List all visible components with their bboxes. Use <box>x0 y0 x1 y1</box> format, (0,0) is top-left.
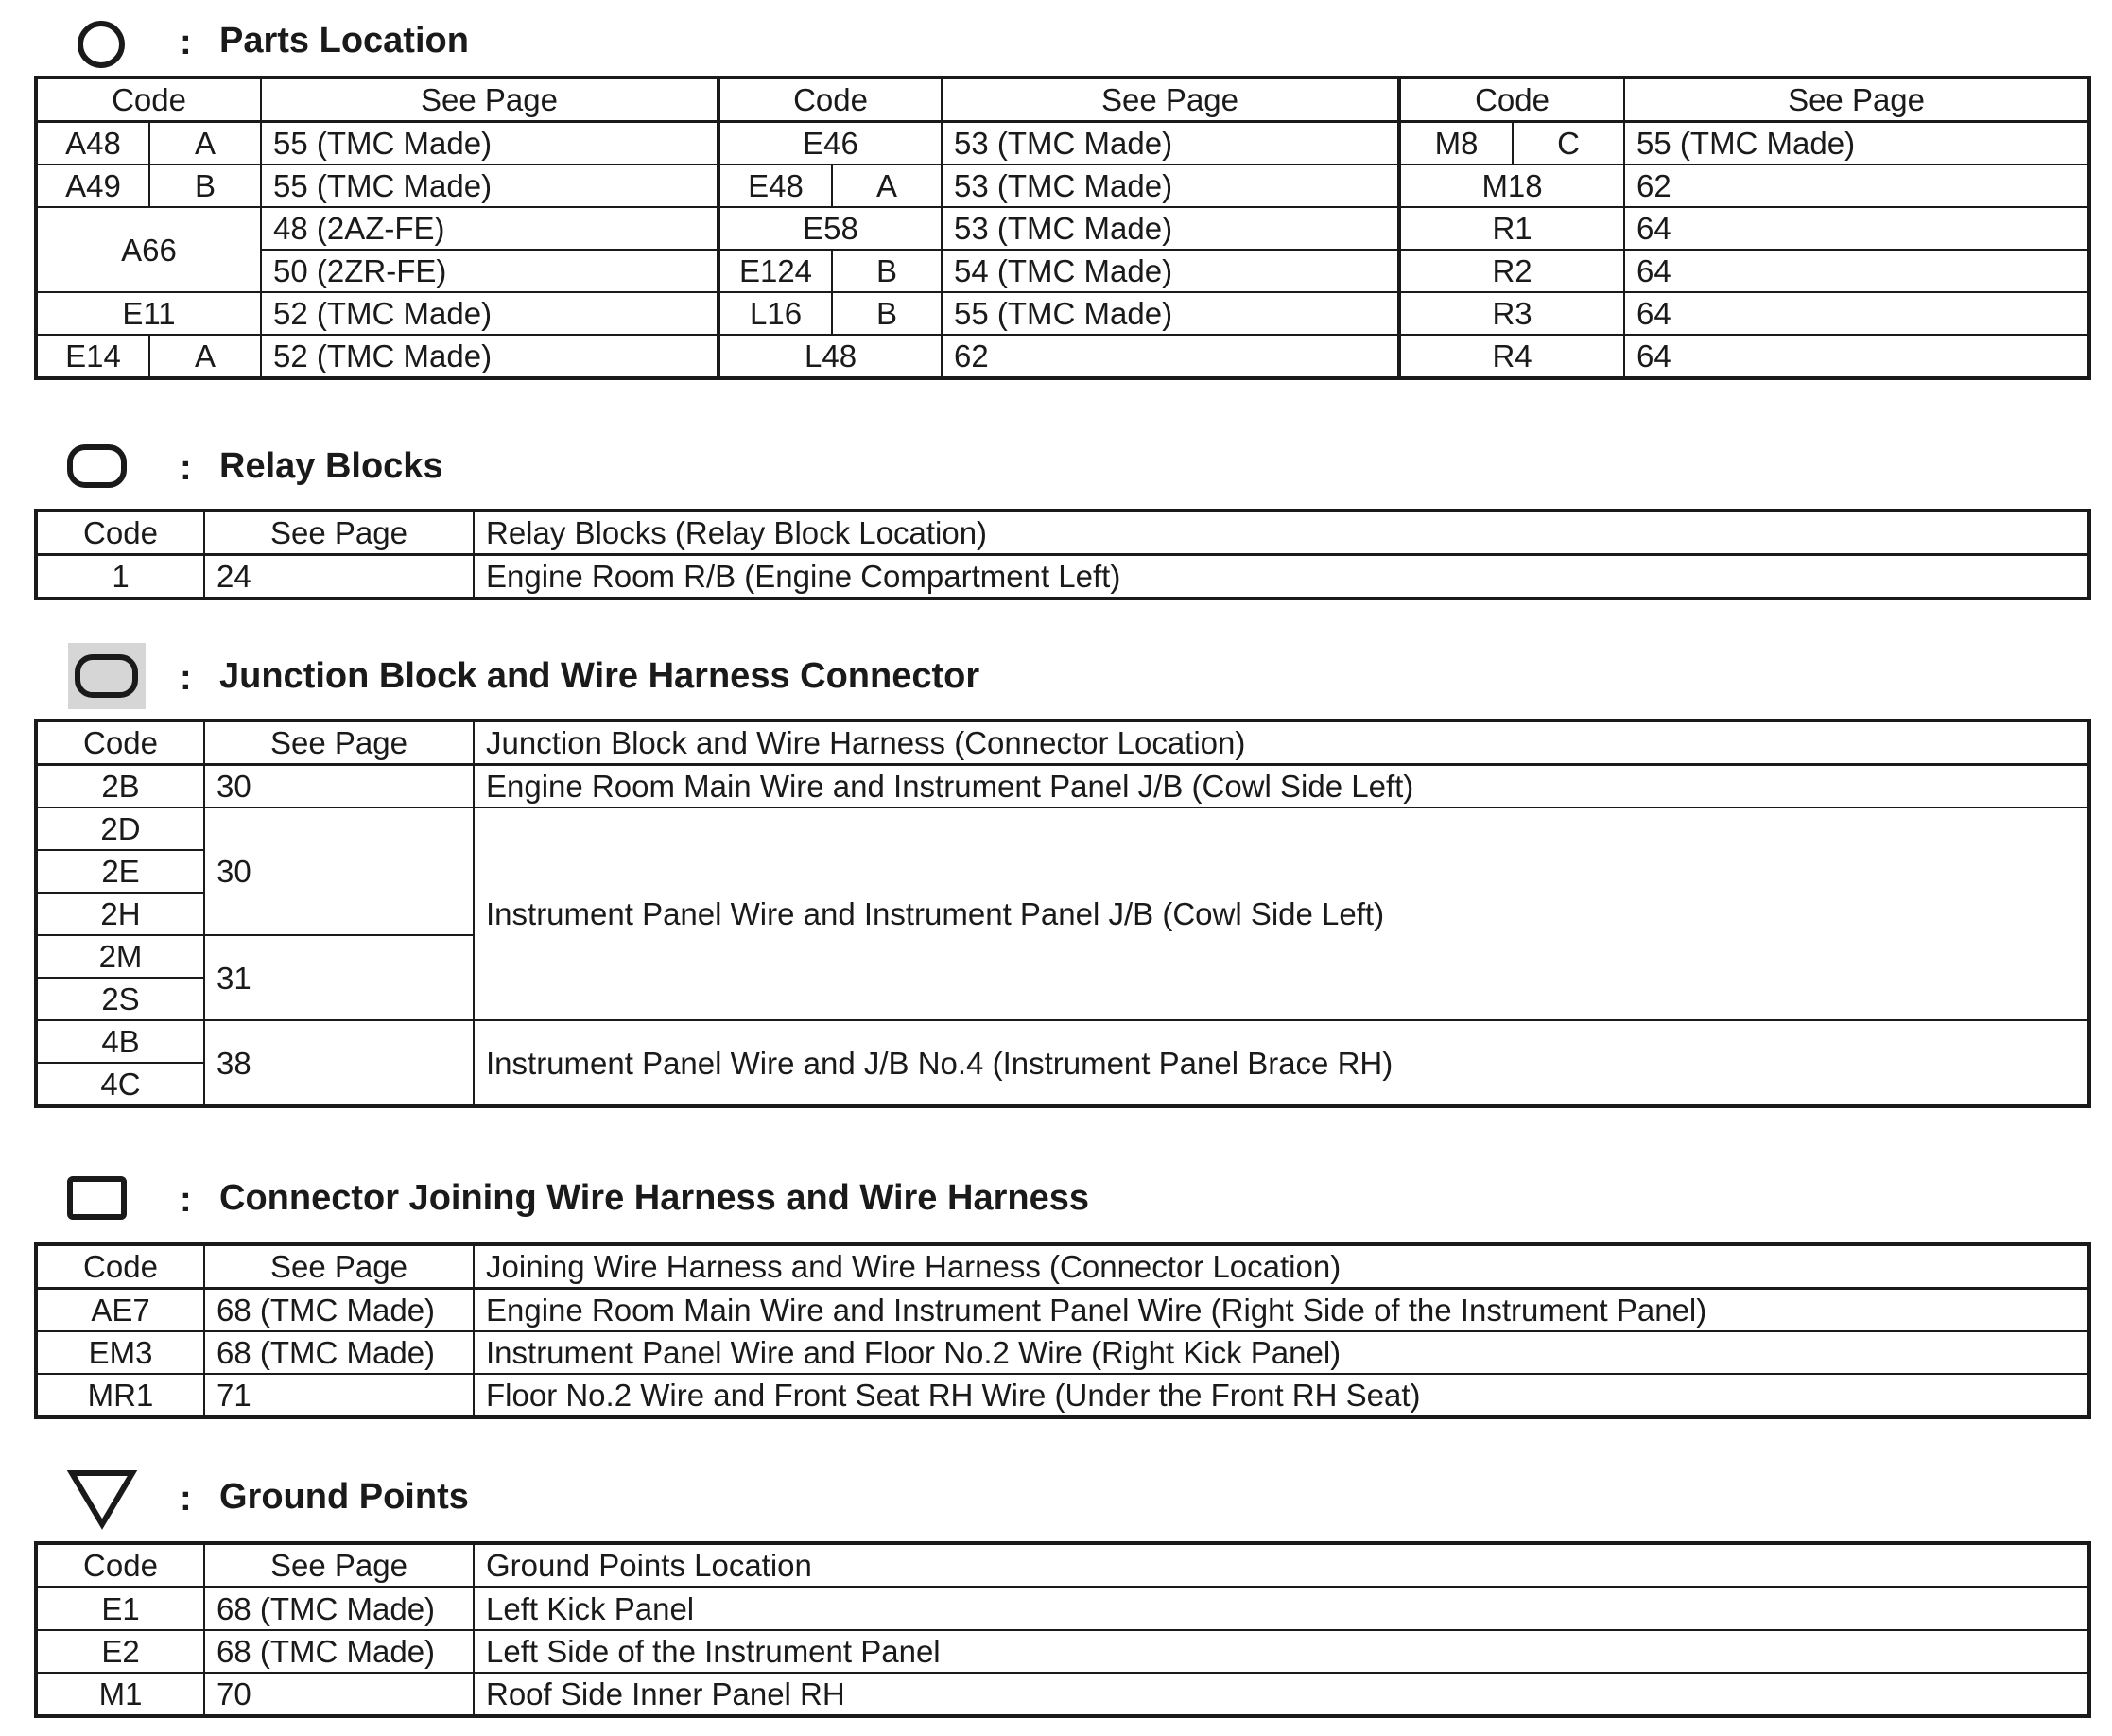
description-header: Joining Wire Harness and Wire Harness (Connector Location) <box>474 1244 2089 1289</box>
table-header-row <box>36 1543 2089 1588</box>
code-cell: R2 <box>1399 250 1624 292</box>
table-row <box>36 765 2089 808</box>
code-cell: 4C <box>36 1063 204 1106</box>
table-row <box>36 207 2089 250</box>
table-row <box>36 1630 2089 1673</box>
page-cell: 68 (TMC Made) <box>204 1588 474 1631</box>
page-cell: 30 <box>204 765 474 808</box>
see-page-header: See Page <box>204 511 474 555</box>
section-title: Ground Points <box>219 1477 469 1517</box>
table-row <box>36 165 2089 207</box>
sub-code-cell: A <box>149 122 261 165</box>
page-cell: 71 <box>204 1374 474 1417</box>
table-row <box>36 555 2089 599</box>
description-cell: Engine Room Main Wire and Instrument Panel J/B (Cowl Side Left) <box>474 765 2089 808</box>
code-cell: 2H <box>36 893 204 935</box>
sub-code-cell: A <box>149 335 261 378</box>
see-page-header: See Page <box>204 720 474 765</box>
table-row <box>36 1673 2089 1716</box>
section-title: Connector Joining Wire Harness and Wire Harness <box>219 1178 1089 1218</box>
table-row <box>36 335 2089 378</box>
description-cell: Floor No.2 Wire and Front Seat RH Wire (Under the Front RH Seat) <box>474 1374 2089 1417</box>
page-cell: 70 <box>204 1673 474 1716</box>
table-row <box>36 122 2089 165</box>
code-cell: E1 <box>36 1588 204 1631</box>
ground-points-table <box>34 1541 2091 1718</box>
description-cell: Roof Side Inner Panel RH <box>474 1673 2089 1716</box>
heading-colon: : <box>180 1180 192 1220</box>
page-cell: 55 (TMC Made) <box>261 165 718 207</box>
code-cell: E48 <box>718 165 832 207</box>
see-page-header: See Page <box>1624 78 2089 122</box>
page-cell: 64 <box>1624 335 2089 378</box>
code-cell: 2E <box>36 850 204 893</box>
code-header: Code <box>1399 78 1624 122</box>
code-cell: E124 <box>718 250 832 292</box>
rounded-rectangle-icon <box>66 443 129 490</box>
code-cell: EM3 <box>36 1331 204 1374</box>
page-cell: 55 (TMC Made) <box>1624 122 2089 165</box>
junction-block-table <box>34 719 2091 1108</box>
description-cell: Left Kick Panel <box>474 1588 2089 1631</box>
code-cell: E46 <box>718 122 942 165</box>
heading-colon: : <box>180 23 192 62</box>
shaded-rounded-rectangle-icon <box>74 652 140 700</box>
table-row <box>36 1289 2089 1332</box>
code-cell: L48 <box>718 335 942 378</box>
code-header: Code <box>36 1244 204 1289</box>
code-cell: 2S <box>36 978 204 1020</box>
connector-joining-table <box>34 1242 2091 1419</box>
table-header-row <box>36 720 2089 765</box>
page-cell: 30 <box>204 807 474 935</box>
page-cell: 62 <box>1624 165 2089 207</box>
page-cell: 48 (2AZ-FE) <box>261 207 718 250</box>
page-cell: 68 (TMC Made) <box>204 1630 474 1673</box>
code-cell: R4 <box>1399 335 1624 378</box>
page-cell: 53 (TMC Made) <box>942 122 1399 165</box>
page-cell: 24 <box>204 555 474 599</box>
code-cell: L16 <box>718 292 832 335</box>
description-cell: Instrument Panel Wire and J/B No.4 (Instrument Panel Brace RH) <box>474 1020 2089 1106</box>
description-header: Relay Blocks (Relay Block Location) <box>474 511 2089 555</box>
code-header: Code <box>718 78 942 122</box>
page-cell: 55 (TMC Made) <box>261 122 718 165</box>
code-cell: R1 <box>1399 207 1624 250</box>
page-cell: 50 (2ZR-FE) <box>261 250 718 292</box>
code-cell: M1 <box>36 1673 204 1716</box>
page-cell: 62 <box>942 335 1399 378</box>
code-cell: E14 <box>36 335 149 378</box>
ground-points-heading <box>0 1462 2112 1519</box>
parts-location-heading <box>0 13 2112 70</box>
description-cell: Instrument Panel Wire and Instrument Panel J/B (Cowl Side Left) <box>474 807 2089 1020</box>
page-cell: 64 <box>1624 292 2089 335</box>
description-cell: Instrument Panel Wire and Floor No.2 Wire (Right Kick Panel) <box>474 1331 2089 1374</box>
table-row <box>36 807 2089 850</box>
code-cell: E2 <box>36 1630 204 1673</box>
section-title: Junction Block and Wire Harness Connector <box>219 656 980 696</box>
sub-code-cell: B <box>832 250 942 292</box>
see-page-header: See Page <box>204 1543 474 1588</box>
page-cell: 55 (TMC Made) <box>942 292 1399 335</box>
code-cell: M8 <box>1399 122 1513 165</box>
sub-code-cell: A <box>832 165 942 207</box>
table-row <box>36 1588 2089 1631</box>
code-cell: E58 <box>718 207 942 250</box>
table-header-row <box>36 1244 2089 1289</box>
sub-code-cell: B <box>149 165 261 207</box>
section-title: Parts Location <box>219 21 469 61</box>
code-cell: E11 <box>36 292 261 335</box>
page-cell: 64 <box>1624 207 2089 250</box>
heading-colon: : <box>180 658 192 698</box>
table-row <box>36 1020 2089 1063</box>
code-cell: A66 <box>36 207 261 292</box>
code-cell: 2B <box>36 765 204 808</box>
code-cell: A49 <box>36 165 149 207</box>
heading-colon: : <box>180 1479 192 1519</box>
page-cell: 53 (TMC Made) <box>942 207 1399 250</box>
page-cell: 52 (TMC Made) <box>261 292 718 335</box>
see-page-header: See Page <box>261 78 718 122</box>
code-header: Code <box>36 1543 204 1588</box>
sub-code-cell: C <box>1513 122 1624 165</box>
see-page-header: See Page <box>204 1244 474 1289</box>
code-header: Code <box>36 720 204 765</box>
page-cell: 31 <box>204 935 474 1020</box>
description-cell: Engine Room R/B (Engine Compartment Left) <box>474 555 2089 599</box>
code-cell: M18 <box>1399 165 1624 207</box>
description-header: Ground Points Location <box>474 1543 2089 1588</box>
page-cell: 53 (TMC Made) <box>942 165 1399 207</box>
see-page-header: See Page <box>942 78 1399 122</box>
table-row <box>36 1331 2089 1374</box>
code-header: Code <box>36 511 204 555</box>
code-header: Code <box>36 78 261 122</box>
page-cell: 54 (TMC Made) <box>942 250 1399 292</box>
code-cell: 2M <box>36 935 204 978</box>
description-cell: Engine Room Main Wire and Instrument Panel Wire (Right Side of the Instrument Panel) <box>474 1289 2089 1332</box>
description-cell: Left Side of the Instrument Panel <box>474 1630 2089 1673</box>
page-cell: 68 (TMC Made) <box>204 1331 474 1374</box>
relay-blocks-heading <box>0 437 2112 494</box>
page-cell: 64 <box>1624 250 2089 292</box>
table-row <box>36 292 2089 335</box>
page-cell: 52 (TMC Made) <box>261 335 718 378</box>
triangle-down-icon <box>66 1467 138 1530</box>
junction-block-heading <box>0 643 2112 700</box>
description-header: Junction Block and Wire Harness (Connector Location) <box>474 720 2089 765</box>
code-cell: 4B <box>36 1020 204 1063</box>
code-cell: 1 <box>36 555 204 599</box>
code-cell: MR1 <box>36 1374 204 1417</box>
table-row <box>36 1374 2089 1417</box>
sub-code-cell: B <box>832 292 942 335</box>
code-cell: R3 <box>1399 292 1624 335</box>
table-header-row <box>36 78 2089 122</box>
rectangle-icon <box>66 1174 129 1222</box>
code-cell: 2D <box>36 807 204 850</box>
table-header-row <box>36 511 2089 555</box>
table-row <box>36 250 2089 292</box>
code-cell: A48 <box>36 122 149 165</box>
code-cell: AE7 <box>36 1289 204 1332</box>
circle-icon <box>76 19 127 70</box>
page-cell: 68 (TMC Made) <box>204 1289 474 1332</box>
parts-location-table <box>34 76 2091 380</box>
page-cell: 38 <box>204 1020 474 1106</box>
section-title: Relay Blocks <box>219 446 443 486</box>
heading-colon: : <box>180 448 192 488</box>
relay-blocks-table <box>34 509 2091 600</box>
connector-joining-heading <box>0 1169 2112 1225</box>
